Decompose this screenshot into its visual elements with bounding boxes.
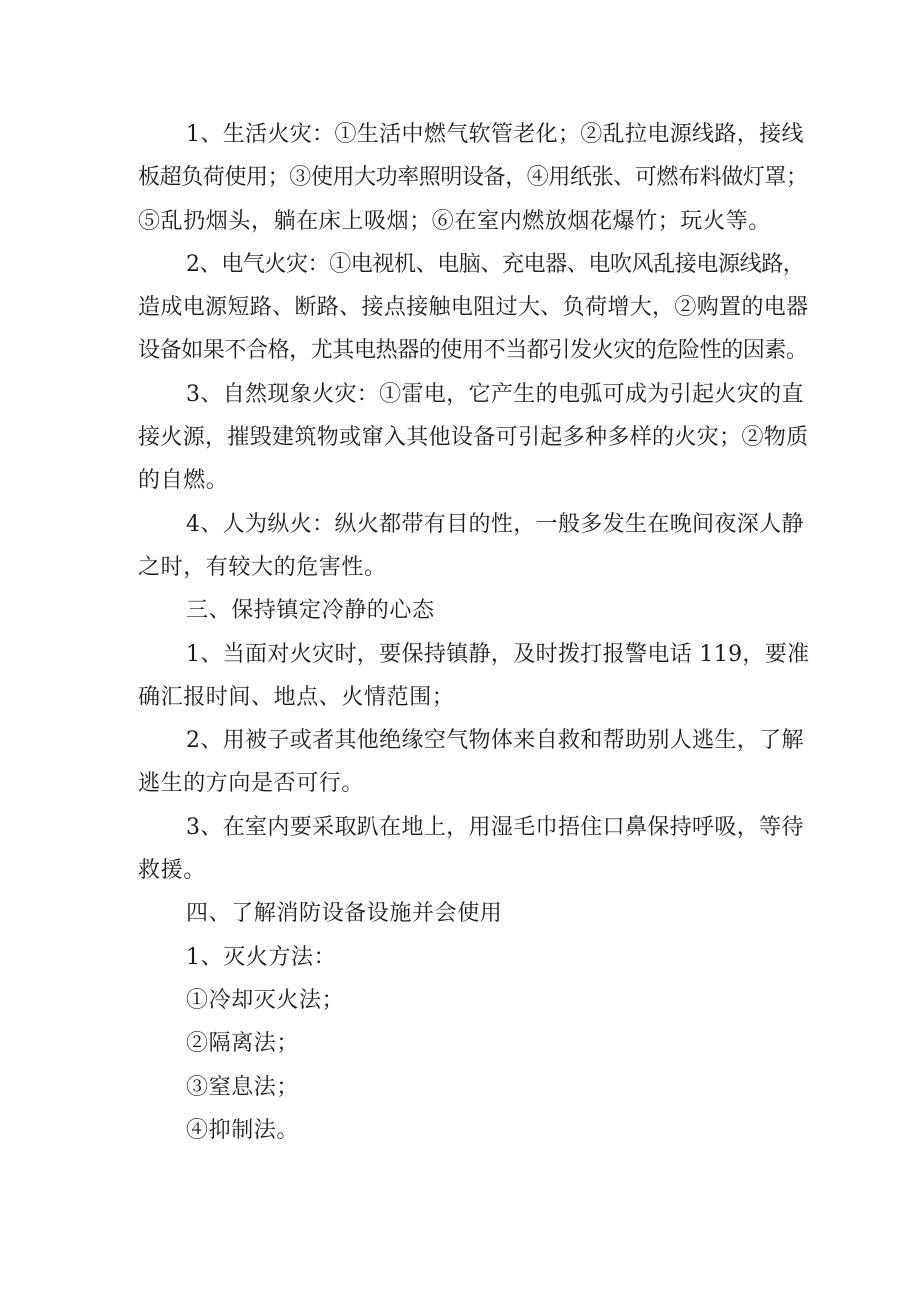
list-item: ①冷却灭火法； bbox=[186, 987, 345, 1013]
paragraph-line: 确汇报时间、地点、火情范围； bbox=[138, 684, 455, 710]
paragraph-line: 之时，有较大的危害性。 bbox=[138, 554, 387, 580]
paragraph-line: 设备如果不合格，尤其电热器的使用不当都引发火灾的危险性的因素。 bbox=[138, 338, 808, 364]
document-body bbox=[138, 113, 810, 1152]
paragraph-line: 板超负荷使用；③使用大功率照明设备，④用纸张、可燃布料做灯罩； bbox=[138, 165, 808, 191]
paragraph-line: 逃生的方向是否可行。 bbox=[138, 771, 365, 797]
paragraph-line: 4、人为纵火：纵火都带有目的性，一般多发生在晚间夜深人静 bbox=[186, 511, 804, 537]
paragraph-line: 2、用被子或者其他绝缘空气物体来自救和帮助别人逃生，了解 bbox=[186, 728, 804, 754]
section-heading: 四、了解消防设备设施并会使用 bbox=[186, 901, 503, 927]
list-item: ②隔离法； bbox=[186, 1031, 300, 1057]
paragraph-line: 2、电气火灾：①电视机、电脑、充电器、电吹风乱接电源线路， bbox=[186, 251, 805, 277]
list-heading: 1、灭火方法： bbox=[186, 944, 337, 970]
list-item: ④抑制法。 bbox=[186, 1117, 300, 1143]
section-heading: 三、保持镇定冷静的心态 bbox=[186, 598, 435, 624]
paragraph-line: 1、生活火灾：①生活中燃气软管老化；②乱拉电源线路，接线 bbox=[186, 122, 804, 147]
paragraph-line: 3、在室内要采取趴在地上，用湿毛巾捂住口鼻保持呼吸，等待 bbox=[186, 814, 804, 840]
paragraph-line: 接火源，摧毁建筑物或窜入其他设备可引起多种多样的火灾；②物质 bbox=[138, 425, 809, 451]
paragraph-line: 造成电源短路、断路、接点接触电阻过大、负荷增大，②购置的电器 bbox=[138, 295, 809, 321]
paragraph-line: 3、自然现象火灾：①雷电，它产生的电弧可成为引起火灾的直 bbox=[186, 381, 804, 407]
paragraph-line: ⑤乱扔烟头，躺在床上吸烟；⑥在室内燃放烟花爆竹；玩火等。 bbox=[138, 208, 771, 234]
paragraph-line: 的自燃。 bbox=[138, 468, 229, 494]
list-item: ③窒息法； bbox=[186, 1074, 300, 1100]
paragraph-line: 救援。 bbox=[138, 858, 206, 884]
paragraph-line: 1、当面对火灾时，要保持镇静，及时拨打报警电话 119，要准 bbox=[186, 641, 810, 667]
